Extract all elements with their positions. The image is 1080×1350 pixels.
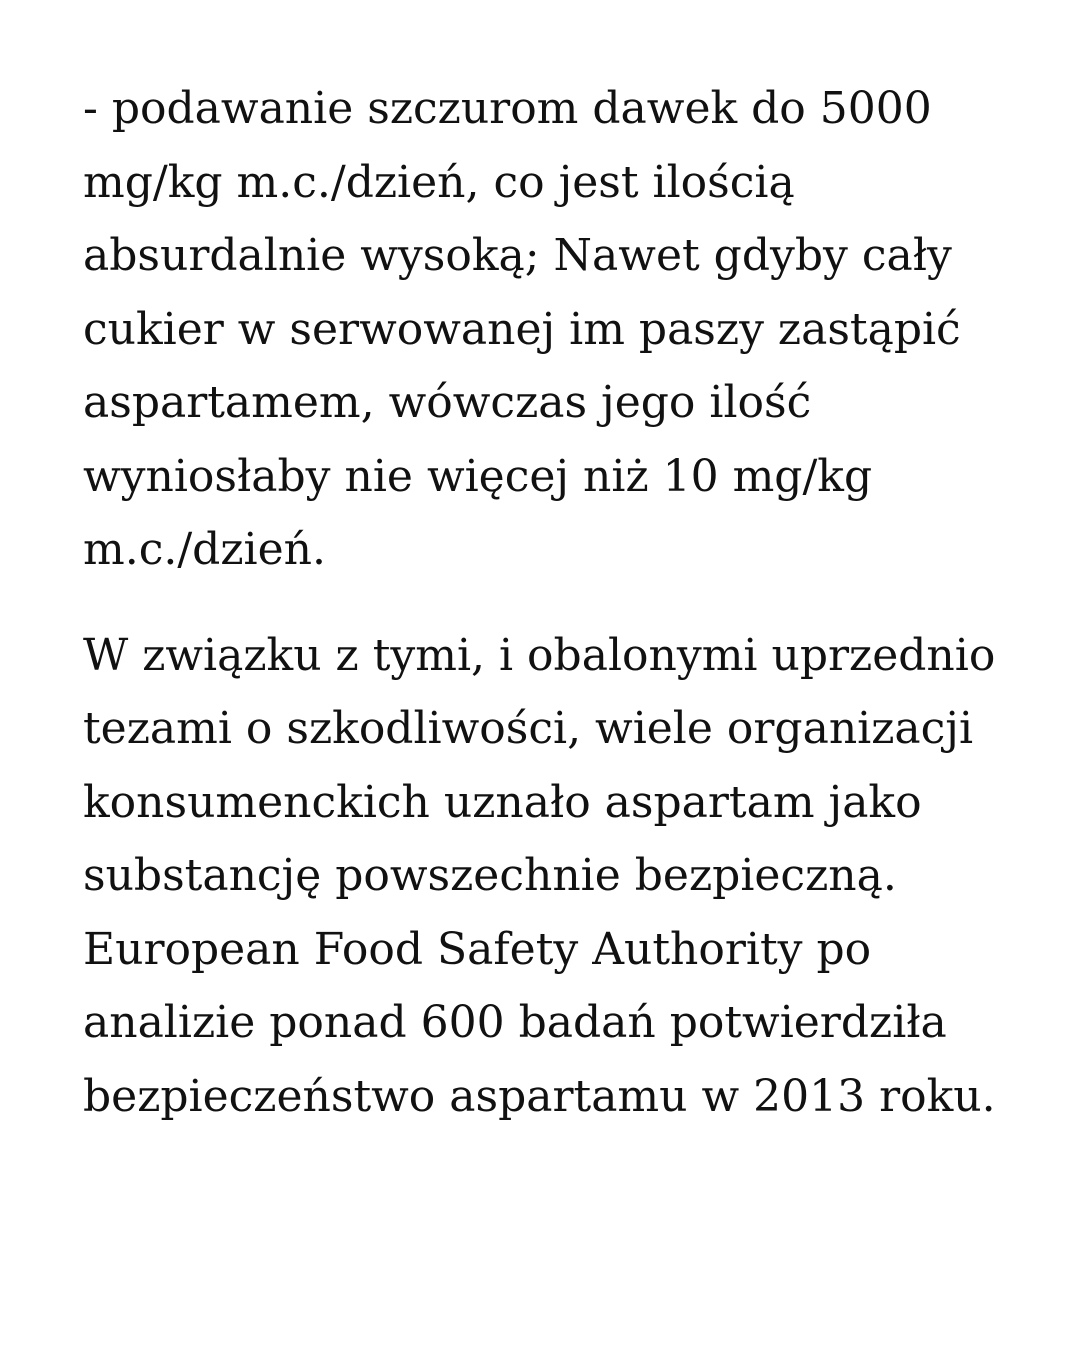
- text-line: bezpieczeństwo aspartamu w 2013 roku.: [83, 1070, 996, 1122]
- text-line: W związku z tymi, i obalonymi uprzednio: [83, 629, 996, 681]
- text-line: m.c./dzień.: [83, 524, 326, 575]
- text-line: mg/kg m.c./dzień, co jest ilością: [83, 156, 795, 208]
- text-line: tezami o szkodliwości, wiele organizacji: [83, 703, 974, 754]
- text-line: - podawanie szczurom dawek do 5000: [83, 83, 932, 134]
- text-line: European Food Safety Authority po: [83, 923, 872, 975]
- text-line: substancję powszechnie bezpieczną.: [83, 850, 897, 901]
- paragraph-aspartame-safety: [83, 619, 1043, 1134]
- text-line: cukier w serwowanej im paszy zastąpić: [83, 303, 961, 355]
- document-page: [83, 72, 1043, 1133]
- text-line: wyniosłaby nie więcej niż 10 mg/kg: [83, 450, 873, 502]
- text-line: analizie ponad 600 badań potwierdziła: [83, 997, 947, 1048]
- text-line: konsumenckich uznało aspartam jako: [83, 776, 922, 828]
- text-line: aspartamem, wówczas jego ilość: [83, 377, 812, 428]
- paragraph-aspartame-dosage: [83, 72, 1043, 587]
- text-line: absurdalnie wysoką; Nawet gdyby cały: [83, 230, 952, 281]
